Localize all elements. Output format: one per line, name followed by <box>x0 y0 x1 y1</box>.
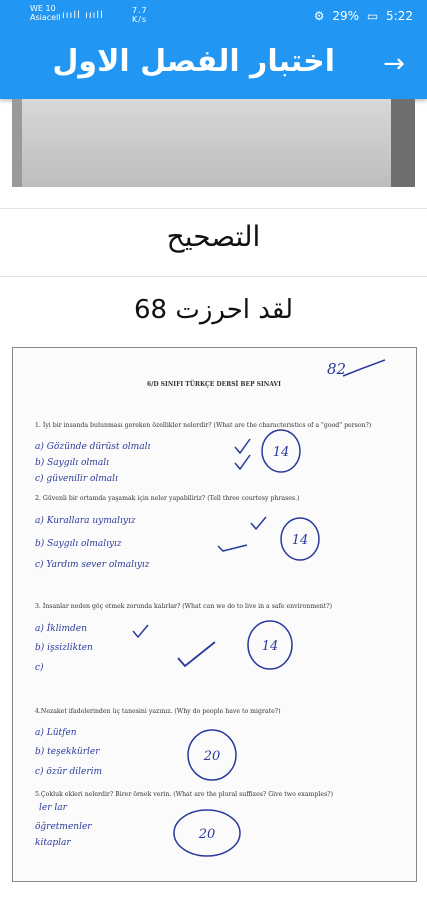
divider <box>0 276 427 277</box>
battery-percent: 29% <box>332 9 360 23</box>
exam-heading: 6/D SINIFI TÜRKÇE DERSİ BEP SINAVI <box>147 381 281 388</box>
mark-2: 14 <box>291 533 309 548</box>
answer-4a: a) Lütfen <box>35 728 77 738</box>
arrow-right-icon[interactable]: → <box>383 49 405 79</box>
check-mark <box>235 455 250 469</box>
check-mark <box>218 545 247 551</box>
answer-1a: a) Gözünde dürüst olmalı <box>35 442 151 452</box>
alarm-icon: ⚙ <box>313 9 325 23</box>
signal-icon: ıııll ıııll <box>62 10 104 21</box>
status-bar <box>0 0 427 33</box>
answer-1b: b) Saygılı olmalı <box>35 458 109 468</box>
correction-label: التصحيح <box>166 220 261 253</box>
check-mark <box>235 439 250 453</box>
question-5: 5.Çokluk ekleri nelerdir? Birer örnek verin. (What are the plural suffixes? Give two examples?) <box>35 791 333 798</box>
answer-5a: ler lar <box>39 803 67 813</box>
question-4: 4.Nezaket ifadelerinden üç tanesini yazınız. (Why do people have to migrate?) <box>35 708 281 715</box>
divider <box>0 208 427 209</box>
exam-sheet-drawing <box>13 348 416 881</box>
question-3: 3. İnsanlar neden göç etmek zorunda kalırlar? (What can we do to live in a safe environment?) <box>35 603 333 610</box>
mark-4: 20 <box>203 749 221 764</box>
answer-3b: b) işsizlikten <box>35 643 93 653</box>
clock: 5:22 <box>386 9 413 23</box>
image-edge-left <box>12 99 22 187</box>
mark-3: 14 <box>261 639 279 654</box>
total-mark-stroke <box>343 360 385 376</box>
answer-4c: c) özür dilerim <box>35 767 103 777</box>
page-title: اختبار الفصل الاول <box>52 44 335 79</box>
check-mark <box>251 517 266 529</box>
image-edge-right <box>391 99 415 187</box>
answer-4b: b) teşekkürler <box>35 747 100 757</box>
answer-2c: c) Yardım sever olmalıyız <box>35 560 150 570</box>
status-right <box>310 9 413 23</box>
header-image <box>12 99 415 187</box>
answer-5b: öğretmenler <box>35 822 92 832</box>
carrier-label: WE 10 Asiacell <box>30 4 61 22</box>
network-speed: 7.7 K/s <box>132 6 148 24</box>
answer-2b: b) Saygılı olmalıyız <box>35 539 122 549</box>
mark-5: 20 <box>198 827 216 842</box>
app-bar <box>0 33 427 99</box>
score-text: لقد احرزت 68 <box>133 295 294 325</box>
question-1: 1. İyi bir insanda bulunması gereken özellikler nelerdir? (What are the characteristics of a "good" person?) <box>35 422 372 429</box>
check-mark <box>133 625 148 637</box>
exam-sheet-image <box>12 347 417 882</box>
total-mark: 82 <box>327 360 347 378</box>
question-2: 2. Güvenli bir ortamda yaşamak için neler yapabiliriz? (Tell three courtesy phrases.) <box>35 495 300 502</box>
check-mark <box>178 642 215 666</box>
answer-3c: c) <box>35 663 44 673</box>
answer-5c: kitaplar <box>35 838 71 848</box>
battery-icon: ▭ <box>366 9 379 23</box>
answer-1c: c) güvenilir olmalı <box>35 474 118 484</box>
mark-1: 14 <box>272 445 290 460</box>
answer-2a: a) Kurallara uymalıyız <box>35 516 136 526</box>
answer-3a: a) İklimden <box>35 624 87 634</box>
